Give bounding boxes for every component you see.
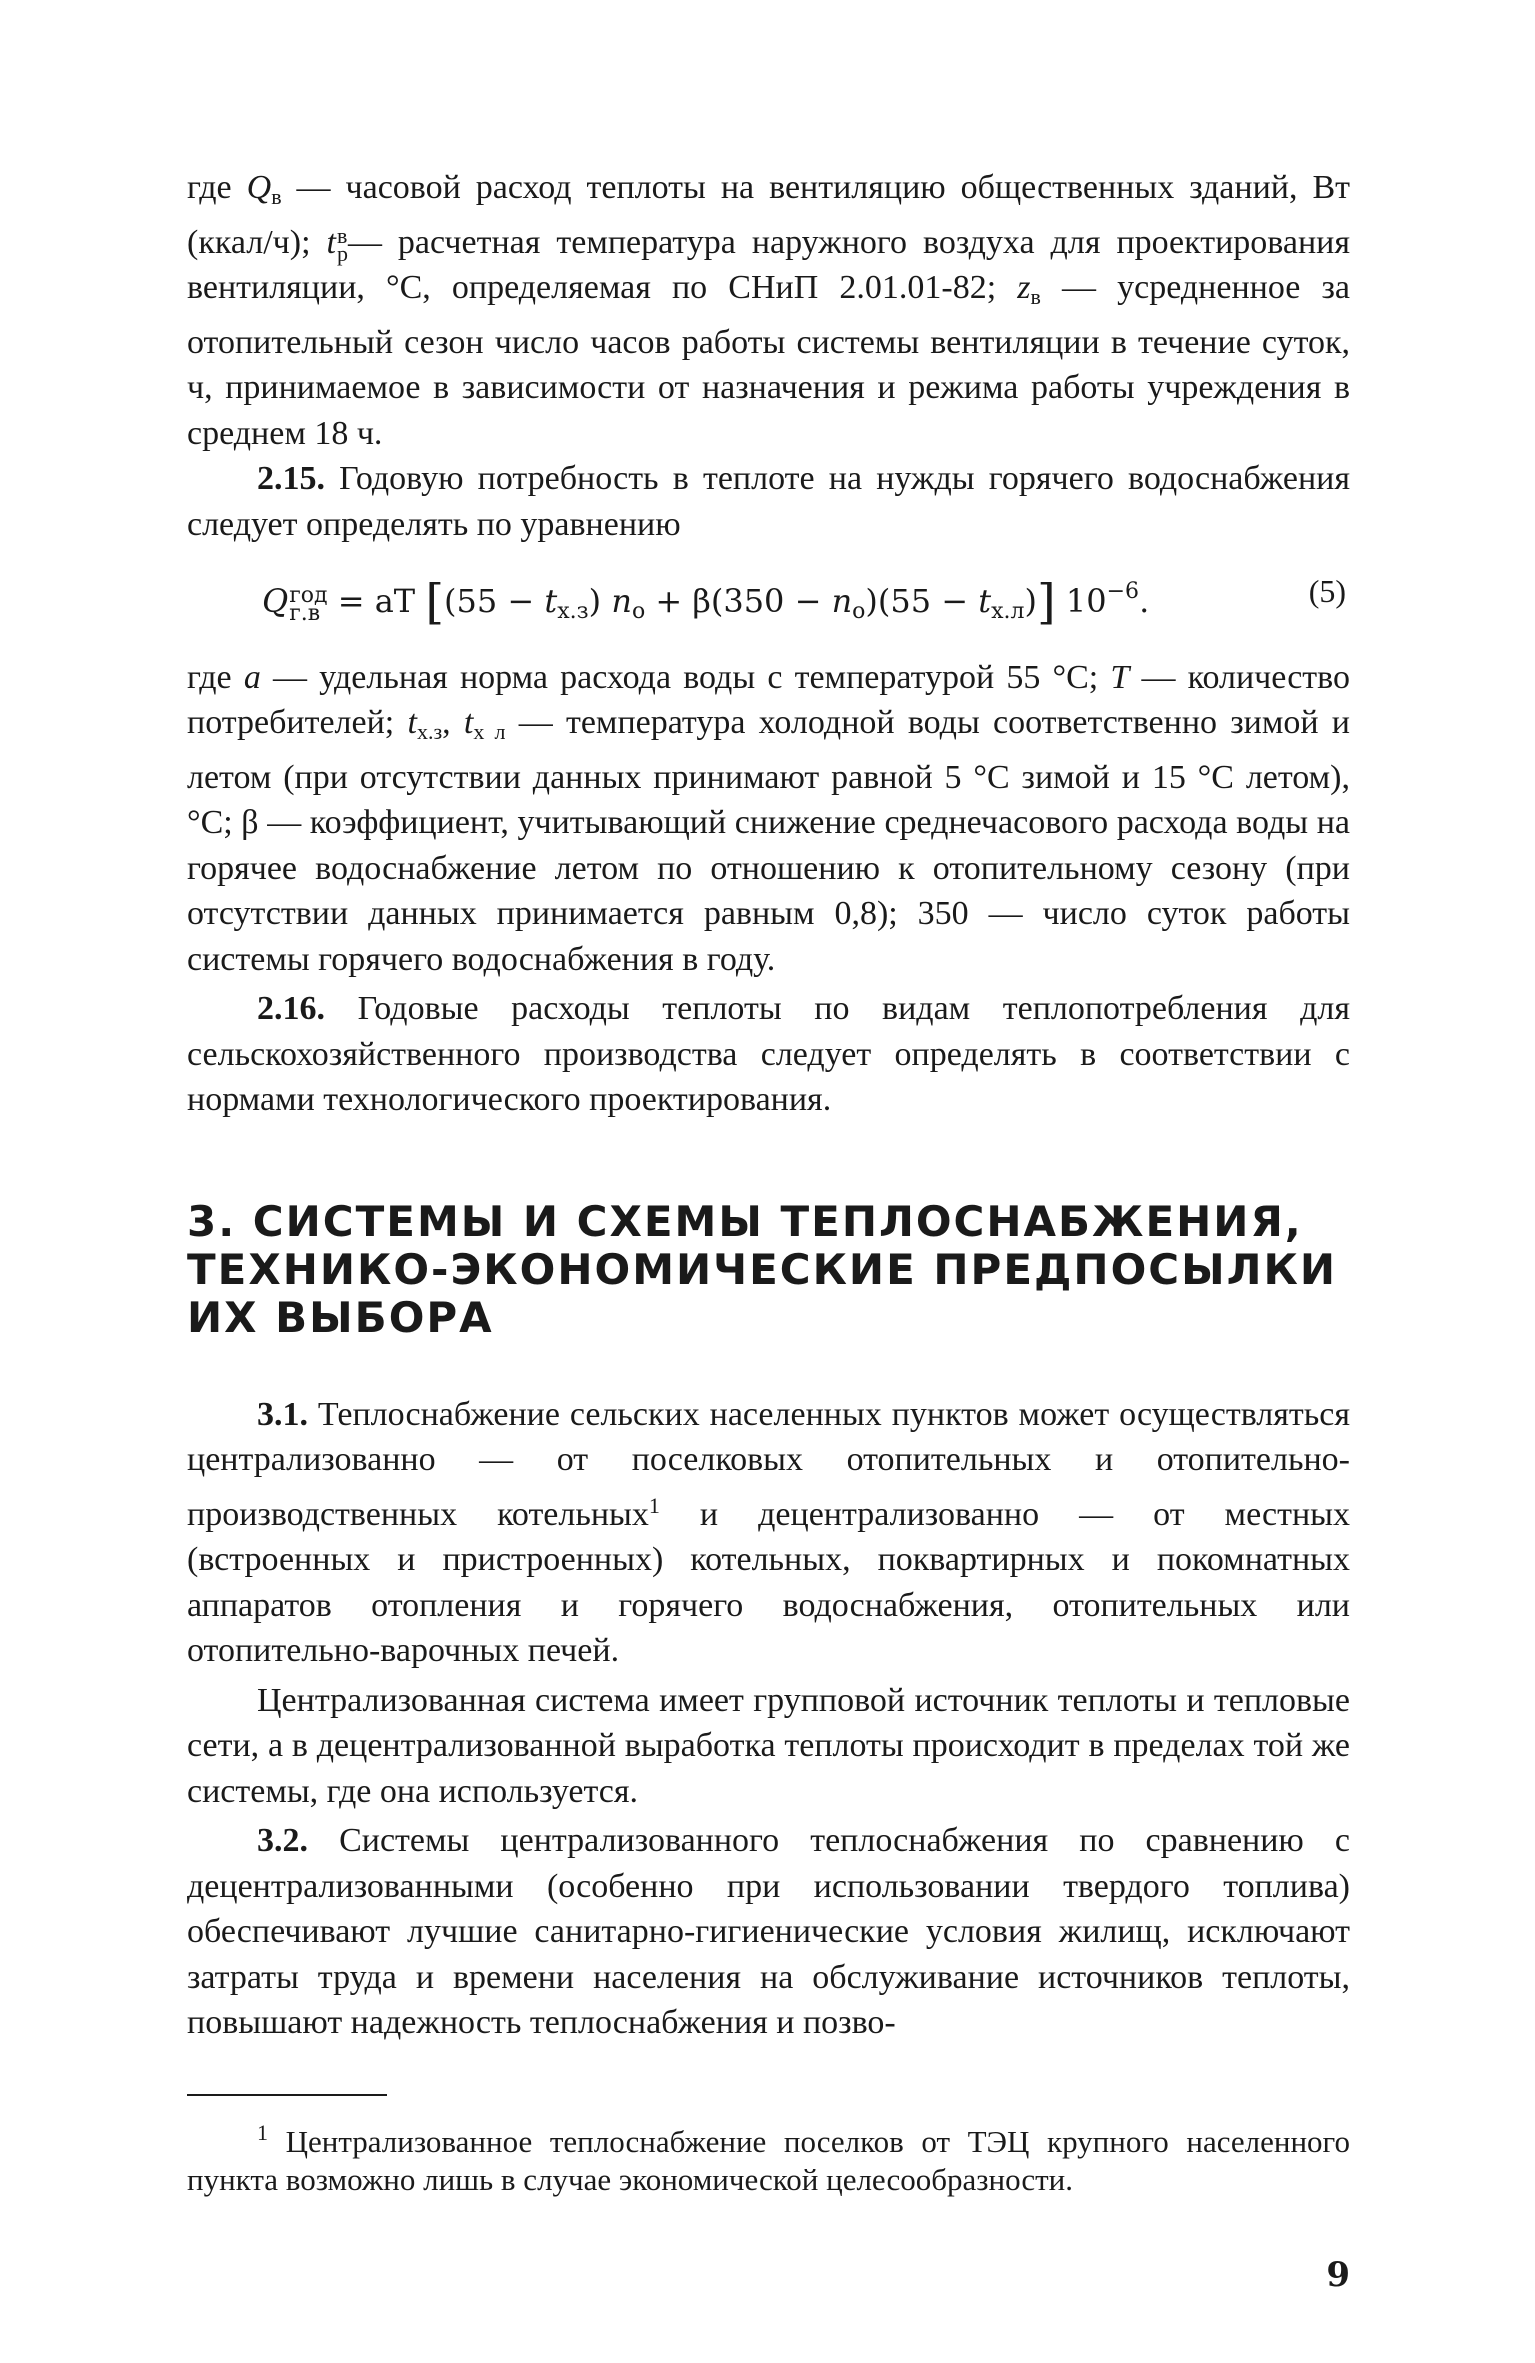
- paragraph-ventilation-definitions: где $Q_в$ — часовой расход теплоты на вентиляцию общественных зданий, Вт (ккал/ч); t в р — расчетная температура наружного воздуха для проектирования вентиляции, °С, определяемая по СНиП 2.01.01-82; $z_в$ — усредненное за отопительный сезон число часов работы системы вентиляции в течение суток, ч, принимаемое в зависимости от назначения и режима работы учреждения в среднем 18 ч.: [187, 169, 1350, 452]
- footnote: $^1$ Централизованное теплоснабжение поселков от ТЭЦ крупного населенного пункта возможно лишь в случае экономической целесообразности.: [187, 2119, 1350, 2197]
- formula-5: Q год г.в = aT [$(55 - t_{х.з})$ $n_o + \beta(350 - n_o)(55 - t_{х.л})$] $10^{-6}$. (5): [187, 569, 1350, 635]
- footnote-divider: [187, 2094, 387, 2096]
- page-number: 9: [1326, 2255, 1350, 2295]
- paragraph-centralized-system: Централизованная система имеет групповой источник теплоты и тепловые сети, а в децентрализованной выработка теплоты происходит в пределах той же системы, где она используется.: [187, 1681, 1350, 1810]
- paragraph-formula-definitions: где a — удельная норма расхода воды с температурой 55 °С; T — количество потребителей; $t_{х.з}$, $t_{х л}$ — температура холодной воды соответственно зимой и летом (при отсутствии данных принимают равной 5 °С зимой и 15 °С летом), °С; β — коэффициент, учитывающий снижение среднечасового расхода воды на горячее водоснабжение летом по отношению к отопительному сезону (при отсутствии данных принимается равным 0,8); 350 — число суток работы системы горячего водоснабжения в году.: [187, 658, 1351, 978]
- page-body: [187, 165, 1350, 2199]
- section-title: 3. СИСТЕМЫ И СХЕМЫ ТЕПЛОСНАБЖЕНИЯ, ТЕХНИКО-ЭКОНОМИЧЕСКИЕ ПРЕДПОСЫЛКИ ИХ ВЫБОРА: [187, 1196, 1337, 1342]
- paragraph-2-16: 2.16. Годовые расходы теплоты по видам теплопотребления для сельскохозяйственного производства следует определять в соответствии с нормами технологического проектирования.: [187, 990, 1350, 1118]
- paragraph-2-15: 2.15. Годовую потребность в теплоте на нужды горячего водоснабжения следует определять по уравнению: [187, 460, 1350, 543]
- paragraph-3-2: 3.2. Системы централизованного теплоснабжения по сравнению с децентрализованными (особенно при использовании твердого топлива) обеспечивают лучшие санитарно-гигиенические условия жилищ, исключают затраты труда и времени населения на обслуживание источников теплоты, повышают надежность теплоснабжения и позво-: [187, 1822, 1350, 2041]
- footnote-reference: 1: [648, 1492, 660, 1518]
- paragraph-3-1: 3.1. Теплоснабжение сельских населенных пунктов может осуществляться централизованно — от поселковых отопительных и отопительно-производственных котельных$^1$ и децентрализованно — от местных (встроенных и пристроенных) котельных, поквартирных и покомнатных аппаратов отопления и горячего водоснабжения, отопительных или отопительно-варочных печей.: [187, 1395, 1350, 1669]
- equation-number: (5): [1308, 573, 1346, 609]
